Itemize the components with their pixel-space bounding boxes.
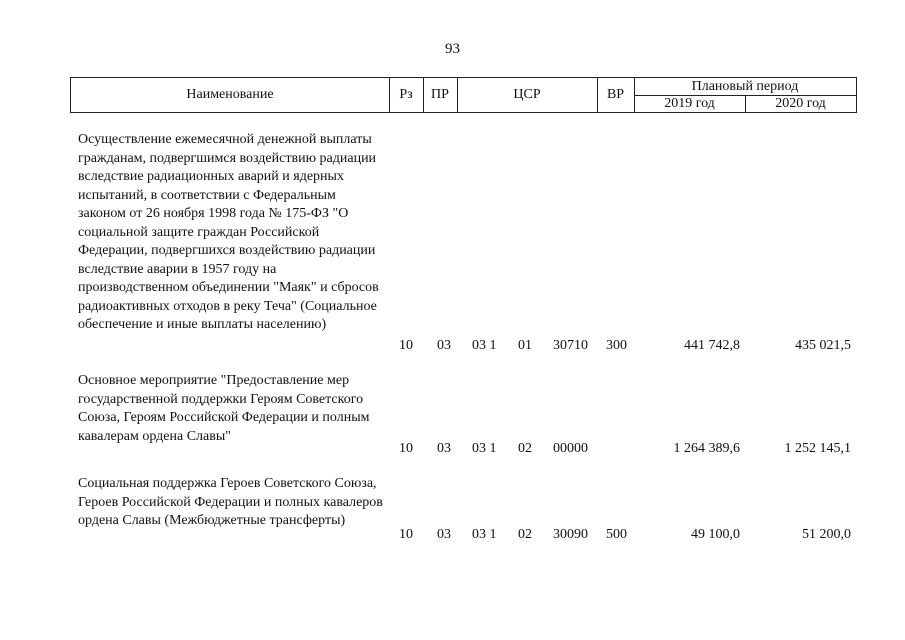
row-rz: 10 bbox=[399, 338, 413, 353]
row-csr-program: 03 1 bbox=[472, 338, 497, 353]
header-csr: ЦСР bbox=[513, 87, 541, 102]
row-vr: 300 bbox=[606, 338, 627, 353]
row-csr-direction: 30710 bbox=[553, 338, 588, 353]
row-pr: 03 bbox=[437, 527, 451, 542]
header-year-2019: 2019 год bbox=[664, 95, 715, 111]
row-rz: 10 bbox=[399, 527, 413, 542]
header-vr: ВР bbox=[606, 87, 625, 102]
header-pr: ПР bbox=[431, 87, 449, 102]
header-plan-period: Плановый период bbox=[691, 78, 799, 94]
row-csr-direction: 30090 bbox=[553, 527, 588, 542]
row-value-2019: 1 264 389,6 bbox=[673, 441, 740, 456]
row-csr-program: 03 1 bbox=[472, 527, 497, 542]
header-year-2020: 2020 год bbox=[775, 95, 826, 111]
row-name: Осуществление ежемесячной денежной выплаты гражданам, подвергшимся воздействию радиации вследствие радиационных аварий и ядерных испытаний, в соответствии с Федеральным законом от 26 ноября 1998 года № 175-ФЗ "О социальной защите граждан Российской Федерации, подвергшихся воздействию радиации вследствие аварии в 1957 году на производственном объединении "Маяк" и сбросов радиоактивных отходов в реку Теча" (Социальное обеспечение и иные выплаты населению) bbox=[78, 132, 379, 332]
row-csr-program: 03 1 bbox=[472, 441, 497, 456]
row-value-2019: 441 742,8 bbox=[684, 338, 740, 353]
row-rz: 10 bbox=[399, 441, 413, 456]
row-csr-event: 02 bbox=[518, 441, 532, 456]
row-csr-event: 01 bbox=[518, 338, 532, 353]
row-pr: 03 bbox=[437, 338, 451, 353]
row-pr: 03 bbox=[437, 441, 451, 456]
table-header bbox=[70, 77, 857, 113]
row-csr-direction: 00000 bbox=[553, 441, 588, 456]
page-number: 93 bbox=[445, 41, 460, 57]
row-csr-event: 02 bbox=[518, 527, 532, 542]
row-name: Социальная поддержка Героев Советского Союза, Героев Российской Федерации и полных кавалеров ордена Славы (Межбюджетные трансферты) bbox=[78, 476, 383, 528]
row-value-2020: 435 021,5 bbox=[795, 338, 851, 353]
row-name: Основное мероприятие "Предоставление мер государственной поддержки Героям Советского Союза, Героям Российской Федерации и полным кавалерам ордена Славы" bbox=[78, 373, 370, 444]
row-value-2019: 49 100,0 bbox=[691, 527, 740, 542]
row-value-2020: 1 252 145,1 bbox=[784, 441, 851, 456]
row-value-2020: 51 200,0 bbox=[802, 527, 851, 542]
header-rz: Рз bbox=[399, 87, 413, 102]
row-vr: 500 bbox=[606, 527, 627, 542]
header-name: Наименование bbox=[186, 87, 274, 102]
